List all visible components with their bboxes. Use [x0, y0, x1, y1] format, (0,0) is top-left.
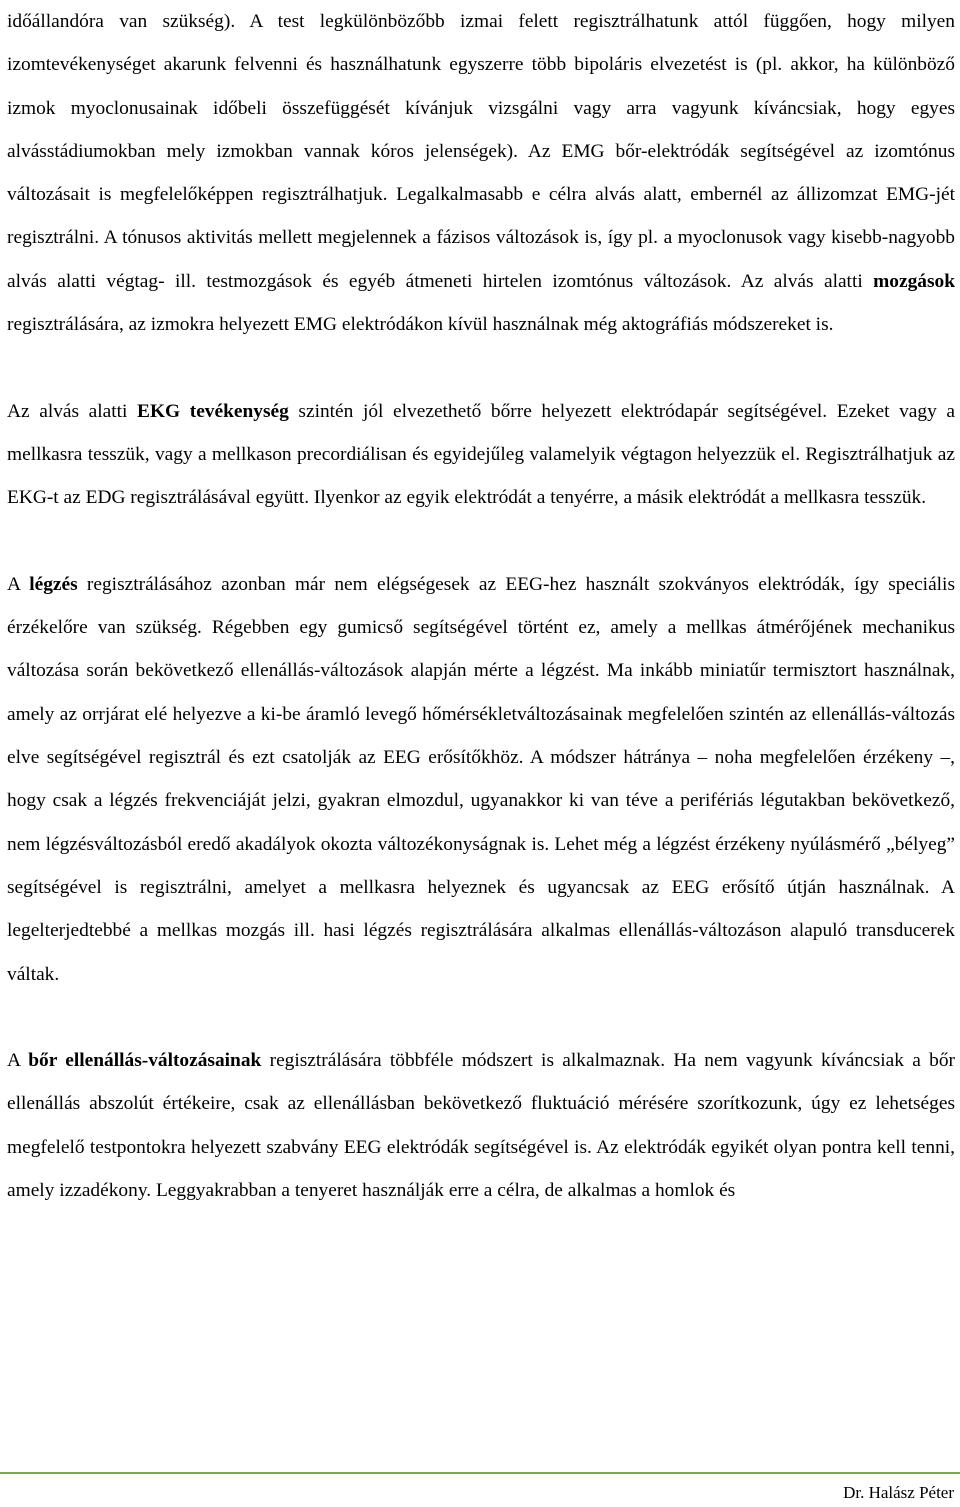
- paragraph-emg: [7, 0, 955, 346]
- text-run: A: [7, 1050, 29, 1072]
- document-body: [7, 0, 955, 1212]
- paragraph-breathing: [7, 563, 955, 996]
- text-run: regisztrálásához azonban már nem elégségesek az EEG-hez használt szokványos elektródák, így speciális érzékelőre van szükség. Régebben egy gumicső segítségével történt ez, amely a mellkas átmérőjének mechanikus változása során bekövetkező ellenállás-változások alapján mérte a légzést. Ma inkább miniatűr termisztort használnak, amely az orrjárat elé helyezve a ki-be áramló levegő hőmérsékletváltozásainak megfelelően szintén az ellenállás-változás elve segítségével regisztrál és ezt csatolják az EEG erősítőkhöz. A módszer hátránya – noha megfelelően érzékeny –, hogy csak a légzés frekvenciáját jelzi, gyakran elmozdul, ugyanakkor ki van téve a perifériás légutakban bekövetkező, nem légzésváltozásból eredő akadályok okozta változékonyságnak is. Lehet még a légzést érzékeny nyúlásmérő „bélyeg” segítségével is regisztrálni, amelyet a mellkasra helyeznek és ugyancsak az EEG erősítő útján használnak. A legelterjedtebbé a mellkas mozgás ill. hasi légzés regisztrálására alkalmas ellenállás-változáson alapuló transducerek váltak.: [7, 573, 955, 985]
- text-run: A: [7, 573, 30, 595]
- text-run: regisztrálására, az izmokra helyezett EMG elektródákon kívül használnak még aktográfiás módszereket is.: [7, 314, 834, 336]
- text-run: időállandóra van szükség). A test legkülönbözőbb izmai felett regisztrálhatunk attól függően, hogy milyen izomtevékenységet akarunk felvenni és használhatunk egyszerre több bipoláris elvezetést is (pl. akkor, ha különböző izmok myoclonusainak időbeli összefüggését kívánjuk vizsgálni vagy arra vagyunk kíváncsiak, hogy egyes alvásstádiumokban mely izmokban vannak kóros jelenségek). Az EMG bőr-elektródák segítségével az izomtónus változásait is megfelelőképpen regisztrálhatjuk. Legalkalmasabb e célra alvás alatt, embernél az állizomzat EMG-jét regisztrálni. A tónusos aktivitás mellett megjelennek a fázisos változások is, így pl. a myoclonusok vagy kisebb-nagyobb alvás alatti végtag- ill. testmozgások és egyéb átmeneti hirtelen izomtónus változások. Az alvás alatti: [7, 11, 955, 292]
- bold-term-movements: mozgások: [873, 270, 955, 292]
- paragraph-skin-resistance: [7, 1039, 955, 1212]
- paragraph-ekg: [7, 390, 955, 520]
- bold-term-breathing: légzés: [29, 573, 78, 595]
- paragraph-gap: [7, 346, 955, 389]
- text-run: regisztrálására többféle módszert is alkalmaznak. Ha nem vagyunk kíváncsiak a bőr ellenállás abszolút értékeire, csak az ellenállásban bekövetkező fluktuáció mérésére szorítkozunk, úgy ez lehetséges megfelelő testpontokra helyezett szabvány EEG elektródák segítségével is. Az elektródák egyikét olyan pontra kell tenni, amely izzadékony. Leggyakrabban a tenyeret használják erre a célra, de alkalmas a homlok és: [7, 1050, 955, 1202]
- footer-rule: [0, 1472, 960, 1474]
- footer-author: Dr. Halász Péter: [843, 1483, 954, 1502]
- text-run: szintén jól elvezethető bőrre helyezett elektródapár segítségével. Ezeket vagy a mellkasra tesszük, vagy a mellkason precordiálisan és egyidejűleg valamelyik végtagon helyezzük el. Regisztrálhatjuk az EKG-t az EDG regisztrálásával együtt. Ilyenkor az egyik elektródát a tenyérre, a másik elektródát a mellkasra tesszük.: [7, 400, 955, 509]
- text-run: Az alvás alatti: [7, 400, 138, 422]
- paragraph-gap: [7, 520, 955, 563]
- bold-term-ekg: EKG tevékenység: [137, 400, 289, 422]
- paragraph-gap: [7, 996, 955, 1039]
- bold-term-skin-resistance: bőr ellenállás-változásainak: [28, 1050, 262, 1072]
